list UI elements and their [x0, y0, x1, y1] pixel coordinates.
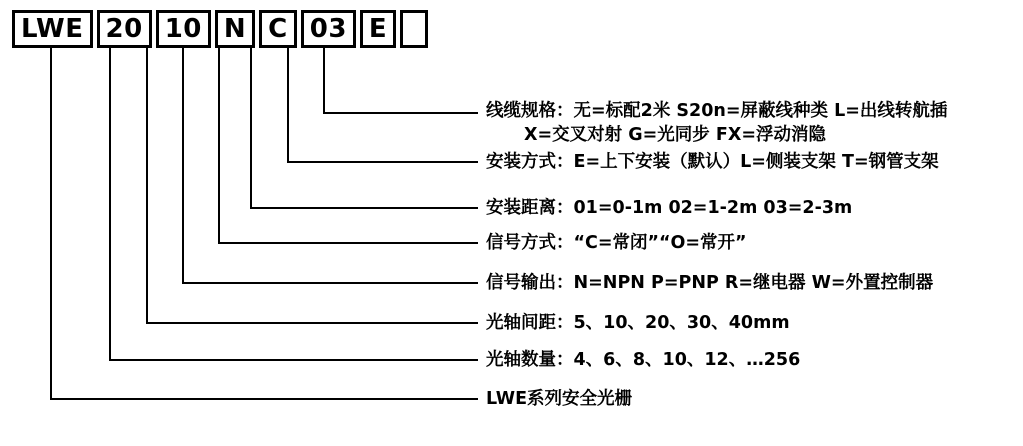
callout-signal-output-line1: 信号输出：N=NPN P=PNP R=继电器 W=外置控制器 — [486, 273, 934, 293]
leader-vline-install-method — [287, 48, 289, 163]
callout-cable-spec-line1: 线缆规格：无=标配2米 S20n=屏蔽线种类 L=出线转航插 — [486, 101, 948, 121]
code-box-install-distance: 03 — [301, 10, 356, 48]
leader-hline-series — [50, 398, 478, 400]
model-code-row — [12, 10, 428, 48]
callout-install-distance — [486, 197, 852, 221]
callout-series-line1: LWE系列安全光栅 — [486, 389, 633, 409]
leader-vline-beam-count — [109, 48, 111, 361]
leader-vline-signal-output — [182, 48, 184, 284]
callout-install-distance-line1: 安装距离：01=0-1m 02=1-2m 03=2-3m — [486, 198, 853, 218]
leader-hline-beam-pitch — [146, 322, 478, 324]
code-box-cable-spec — [400, 10, 428, 48]
callout-install-method-line1: 安装方式：E=上下安装（默认）L=侧装支架 T=钢管支架 — [486, 152, 939, 172]
callout-install-method — [486, 151, 939, 175]
callout-beam-count — [486, 349, 800, 373]
callout-beam-pitch-line1: 光轴间距：5、10、20、30、40mm — [486, 313, 790, 333]
code-box-signal-output: N — [215, 10, 255, 48]
leader-vline-series — [50, 48, 52, 400]
leader-vline-signal-mode — [218, 48, 220, 244]
leader-hline-install-distance — [250, 207, 478, 209]
leader-vline-cable-spec — [323, 48, 325, 114]
leader-hline-install-method — [287, 161, 478, 163]
callout-cable-spec — [486, 100, 947, 147]
leader-hline-beam-count — [109, 359, 478, 361]
callout-signal-output — [486, 272, 933, 296]
callout-beam-count-line1: 光轴数量：4、6、8、10、12、…256 — [486, 350, 801, 370]
code-box-beam-count: 20 — [97, 10, 152, 48]
code-box-series: LWE — [12, 10, 93, 48]
leader-vline-beam-pitch — [146, 48, 148, 324]
leader-hline-cable-spec — [323, 112, 478, 114]
callout-cable-spec-line2: X=交叉对射 G=光同步 FX=浮动消隐 — [524, 124, 826, 145]
callout-signal-mode — [486, 232, 747, 256]
leader-vline-install-distance — [250, 48, 252, 209]
code-box-install-method: E — [360, 10, 396, 48]
leader-hline-signal-mode — [218, 242, 478, 244]
callout-beam-pitch — [486, 312, 790, 336]
code-box-beam-pitch: 10 — [156, 10, 211, 48]
callout-signal-mode-line1: 信号方式：“C=常闭”“O=常开” — [486, 233, 747, 253]
code-box-signal-mode: C — [259, 10, 297, 48]
leader-hline-signal-output — [182, 282, 478, 284]
callout-series — [486, 388, 632, 412]
